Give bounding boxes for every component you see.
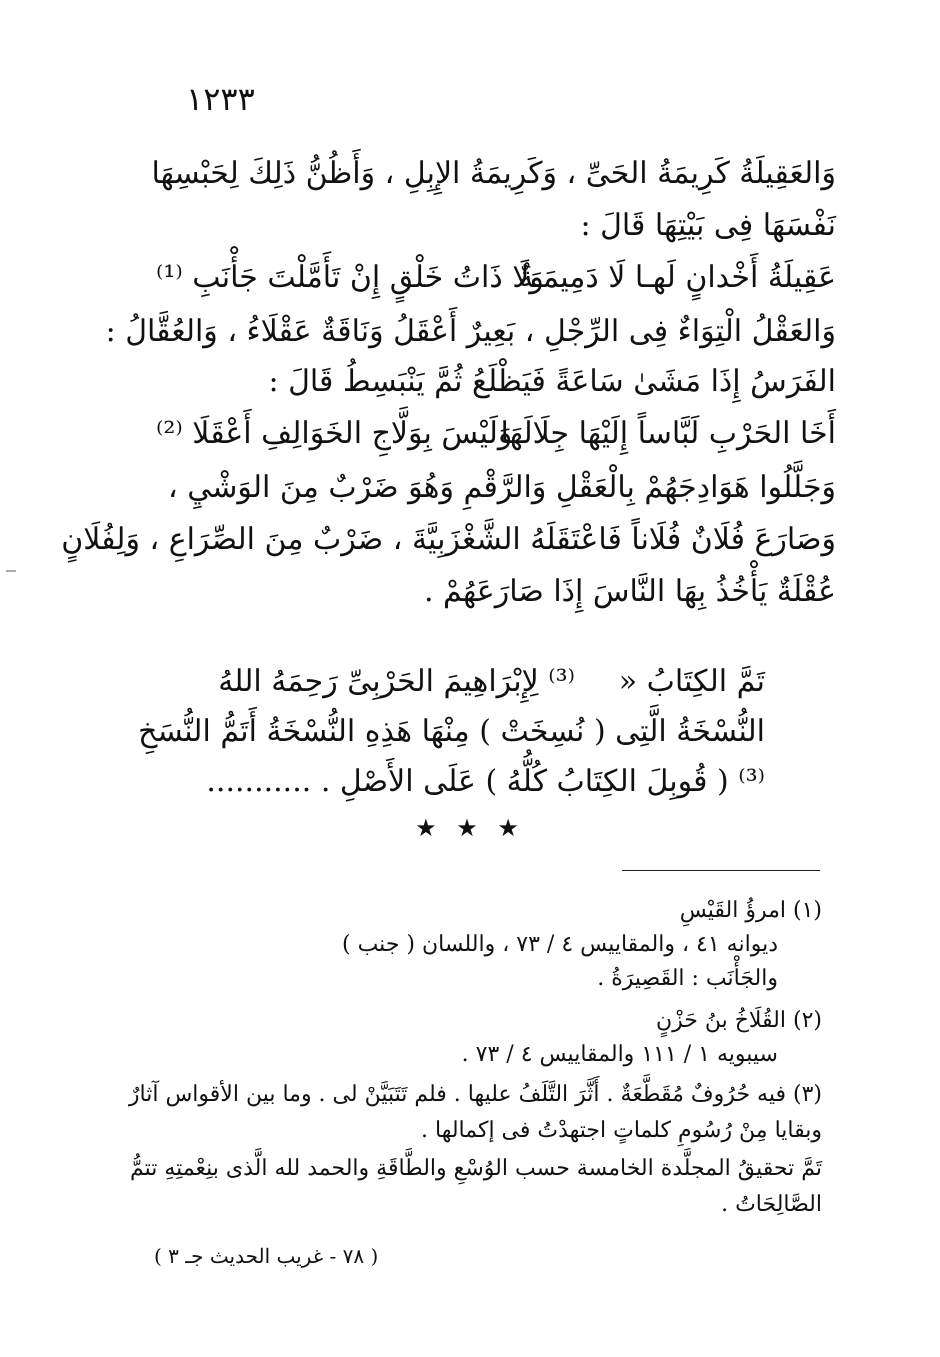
paragraph-line: نَفْسَهَا فِى بَيْتِهَا قَالَ :: [580, 208, 836, 243]
paragraph-line: وَجَلَّلُوا هَوَادِجَهُمْ بِالْعَقْلِ وَالرَّقْمِ وَهُوَ ضَرْبٌ مِنَ الوَشْيِ ،: [168, 470, 836, 505]
margin-mark: [6, 570, 16, 572]
verse-hemistich: عَقِيلَةُ أَخْدانٍ لَهـا لَا دَمِيمَـةٌ: [518, 260, 836, 295]
verse-hemistich: أَخَا الحَرْبِ لَبَّاساً إِلَيْهَا جِلَالَهَا: [500, 416, 836, 451]
footnote-line: وبقايا مِنْ رُسُومِ كلماتٍ اجتهدْتُ فى إكمالها .: [421, 1118, 822, 1143]
verse-2: [156, 414, 836, 454]
page-footer: ( ٧٨ - غريب الحديث جـ ٣ ): [154, 1244, 379, 1268]
footnote-line: والجَأْنَب : القَصِيرَةُ .: [597, 966, 778, 991]
paragraph-line: عُقْلَةٌ يَأْخُذُ بِهَا النَّاسَ إِذَا صَارَعَهُمْ .: [423, 574, 836, 609]
footnote-rule: [622, 870, 820, 871]
paragraph-line: وَالعَقِيلَةُ كَرِيمَةُ الحَىِّ ، وَكَرِيمَةُ الإِبِلِ ، وَأَظُنُّ ذَلِكَ لِحَبْسِهَا: [151, 156, 836, 191]
footnote-1-title: (١) امرؤُ القَيْسِ: [679, 898, 822, 923]
section-separator: ★ ★ ★: [415, 814, 525, 842]
footnote-line: سيبويه ١ / ١١١ والمقاييس ٤ / ٧٣ .: [461, 1042, 778, 1067]
footnote-line: ديوانه ٤١ ، والمقاييس ٤ / ٧٣ ، واللسان ( جنب ): [342, 932, 778, 957]
closing-note: تَمَّ تحقيقُ المجلَّدة الخامسة حسب الوُسْعِ والطَّاقَةِ والحمد لله الَّذى بنِعْمتِهِ تتمُّ: [129, 1156, 822, 1181]
colophon-line: النُّسْخَةُ الَّتِى ( نُسِخَتْ ) مِنْهَا هَذِهِ النُّسْخَةُ أَتَمُّ النُّسَخِ: [138, 714, 765, 749]
verse-1: [156, 258, 836, 298]
footnote-2-title: (٢) القُلَاخُ بنُ حَزْنٍ: [655, 1008, 822, 1033]
colophon-line: ⁽³⁾ لِإِبْرَاهِيمَ الحَرْبِىِّ رَحِمَهُ اللهُ: [218, 664, 575, 699]
paragraph-line: وَالعَقْلُ الْتِوَاءٌ فِى الرِّجْلِ ، بَعِيرٌ أَعْقَلُ وَنَاقَةٌ عَقْلَاءُ ، وَالعُقَّالُ :: [105, 314, 836, 349]
colophon-line: تَمَّ الكِتَابُ «: [618, 664, 765, 699]
colophon-line: ⁽³⁾ ( قُوبِلَ الكِتَابُ كُلُّهُ ) عَلَى الأَصْلِ . ...........: [206, 764, 765, 799]
paragraph-line: وَصَارَعَ فُلَانٌ فُلَاناً فَاعْتَقَلَهُ الشَّغْزَبِيَّةَ ، ضَرْبٌ مِنَ الصِّرَاعِ ، وَلِفُلَانٍ: [61, 522, 836, 557]
page-number: ١٢٣٣: [186, 80, 255, 118]
paragraph-line: الفَرَسُ إِذَا مَشَىٰ سَاعَةً فَيَظْلَعُ ثُمَّ يَنْبَسِطُ قَالَ :: [268, 364, 836, 399]
footnote-3: (٣) فيه حُرُوفٌ مُقَطَّعَةٌ . أَثَّرَ التَّلَفُ عليها . فلم تَتَبَيَّنْ لى . وما بين الأقواس آثارٌ: [128, 1082, 822, 1107]
closing-note: الصَّالِحَاتُ .: [721, 1192, 822, 1217]
verse-hemistich: وَلَيْسَ بِوَلَّاجِ الخَوَالِفِ أَعْقَلَا ⁽²⁾: [156, 416, 513, 451]
verse-hemistich: وَلَا ذَاتُ خَلْقٍ إِنْ تَأَمَّلْتَ جَأْنَبِ ⁽¹⁾: [156, 260, 544, 295]
